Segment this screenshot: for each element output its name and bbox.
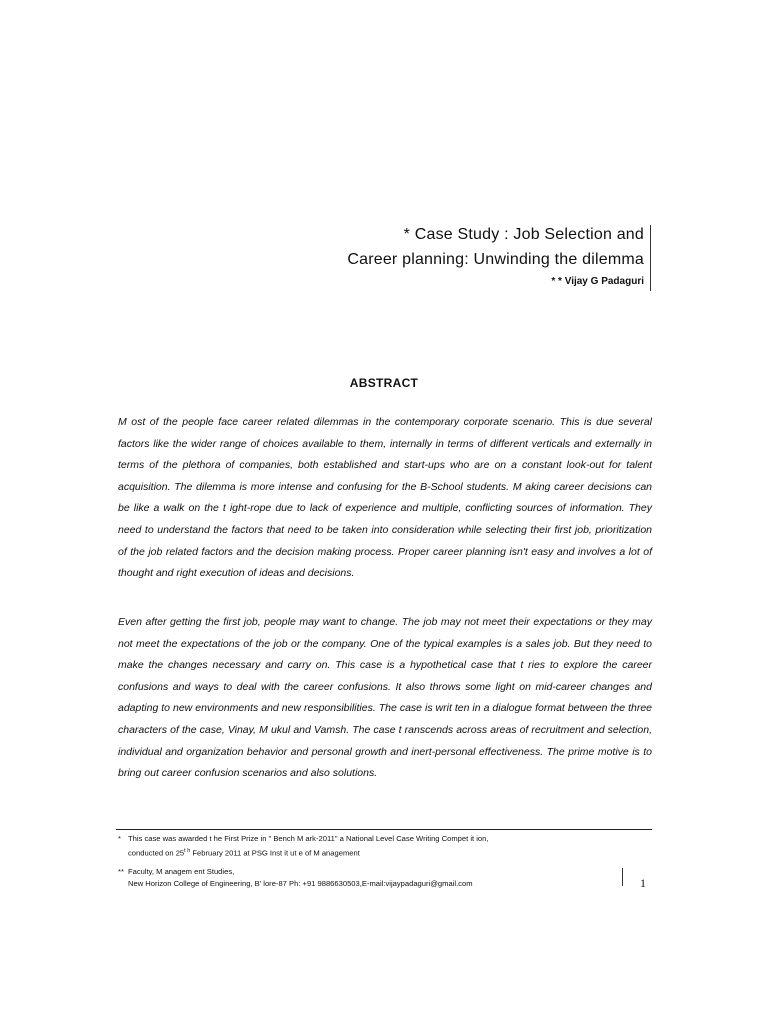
- footnote-2-mark: **: [118, 867, 124, 876]
- page-number-rule: [622, 868, 623, 886]
- footnote-2-line-2: New Horizon College of Engineering, B' lore-87 Ph: +91 9886630503,E-mail:vijaypadaguri@gmail.com: [128, 879, 473, 888]
- footnote-1-line-2-rest: February 2011 at PSG Inst it ut e of M anagement: [190, 848, 360, 858]
- footnote-1-line-2: conducted on 25: [128, 848, 185, 858]
- title-line-2: Career planning: Unwinding the dilemma: [347, 251, 644, 268]
- abstract-heading: ABSTRACT: [349, 376, 419, 390]
- abstract-paragraph-1: M ost of the people face career related dilemmas in the contemporary corporate scenario. This is due several factors like the wider range of choices available to them, internally in terms of different verticals and externally in terms of the plethora of companies, both established and start-ups who are on a constant look-out for talent acquisition. The dilemma is more intense and confusing for the B-School students. M aking career decisions can be like a walk on the t ight-rope due to lack of experience and multiple, conflicting sources of information. They need to understand the factors that need to be taken into consideration while selecting their first job, prioritization of the job related factors and the decision making process. Proper career planning isn't easy and involves a lot of thought and right execution of ideas and decisions.: [118, 416, 652, 580]
- abstract-paragraph-2: Even after getting the first job, people may want to change. The job may not meet their expectations or they may not meet the expectations of the job or the company. One of the typical examples is a sales job. But they need to make the changes necessary and carry on. This case is a hypothetical case that t ries to explore the career confusions and ways to deal with the career confusions. It also throws some light on mid-career changes and adapting to new environments and new responsibilities. The case is writ ten in a dialogue format between the three characters of the case, Vinay, M ukul and Vamsh. The case t ranscends across areas of recruitment and selection, individual and organization behavior and personal growth and inert-personal effectiveness. The prime motive is to bring out career confusion scenarios and also solutions.: [118, 616, 652, 780]
- title-block: [240, 222, 644, 287]
- footnote-1-superscript: t h: [184, 848, 191, 854]
- page-number: 1: [640, 876, 646, 890]
- footnote-1: [118, 833, 618, 860]
- footnote-1-mark: *: [118, 834, 121, 843]
- footnote-2: [118, 866, 618, 890]
- author-name: * * Vijay G Padaguri: [551, 276, 644, 287]
- title-vertical-rule: [650, 225, 651, 291]
- footnote-2-line-1: Faculty, M anagem ent Studies,: [128, 867, 235, 876]
- title-line-1: * Case Study : Job Selection and: [403, 226, 644, 243]
- footnote-separator: [116, 829, 652, 830]
- footnote-1-line-1: This case was awarded t he First Prize in " Bench M ark-2011" a National Level Case Writing Compet it ion,: [128, 834, 489, 843]
